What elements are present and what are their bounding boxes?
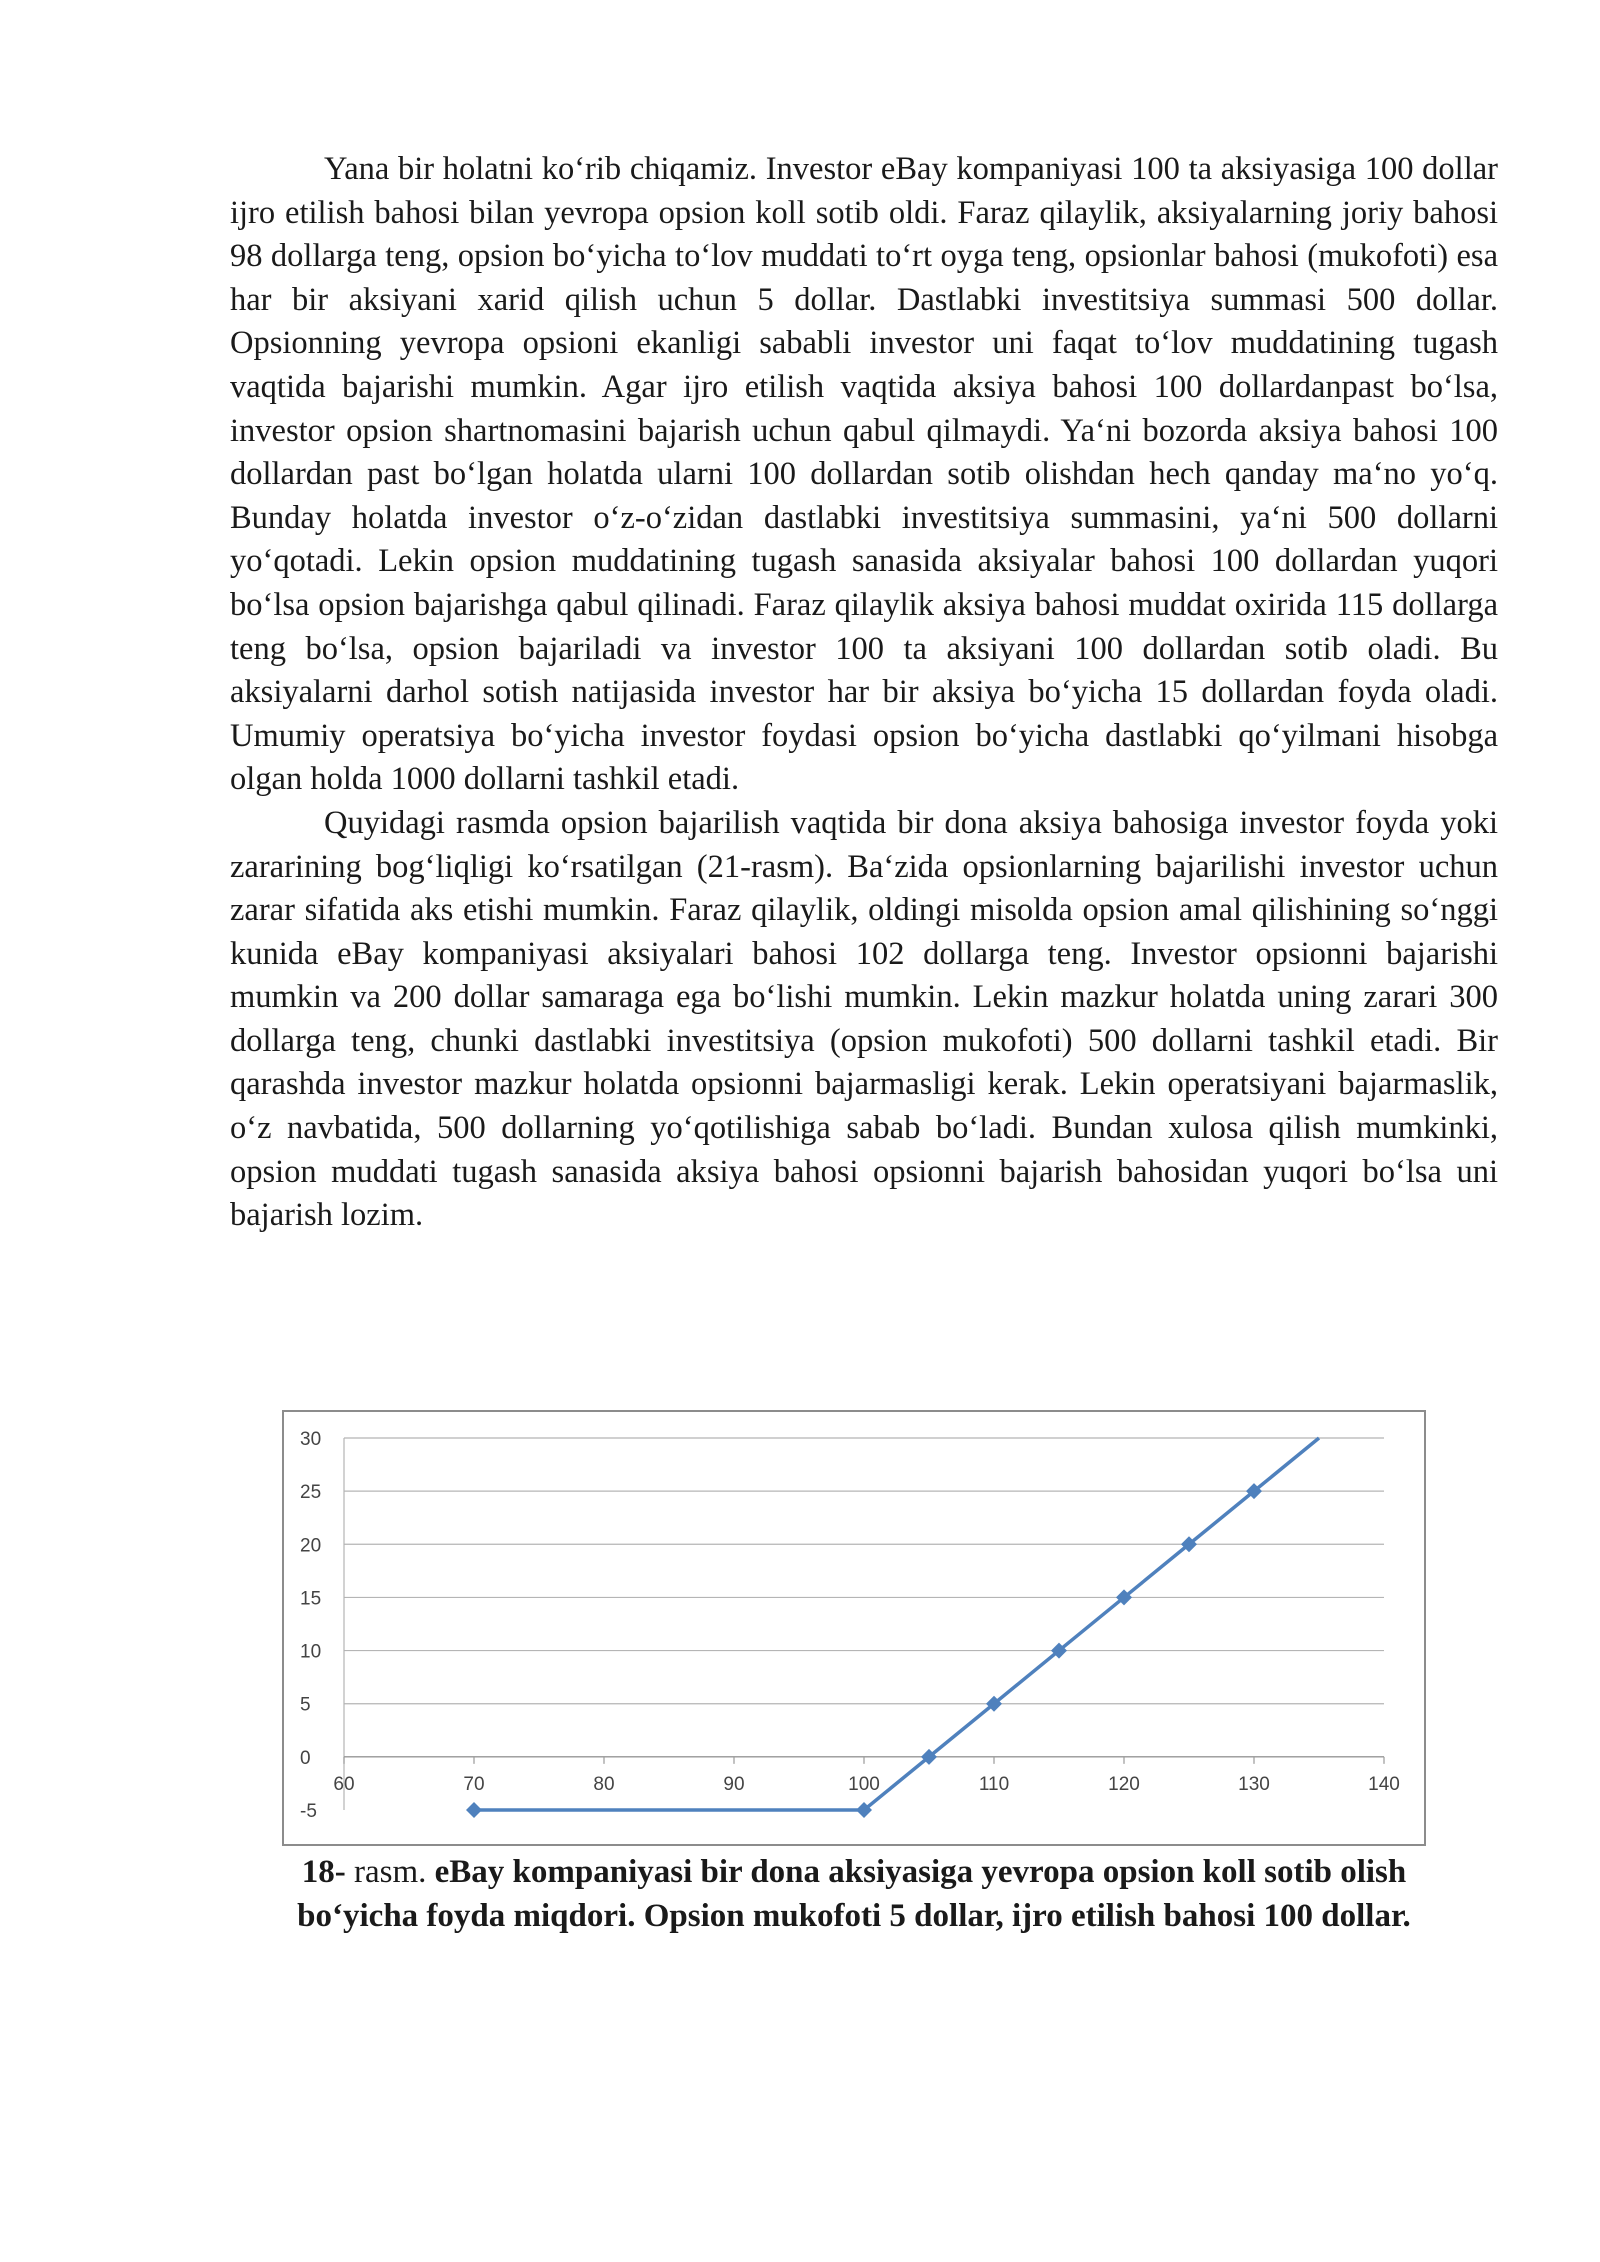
caption-text: eBay kompaniyasi bir dona aksiyasiga yevropa opsion koll sotib olish bo‘yicha foyda miqdori. Opsion mukofoti 5 dollar, ijro etilish bahosi 100 dollar. [297, 1854, 1411, 1934]
figure-caption [270, 1850, 1438, 1938]
x-tick-label: 100 [848, 1773, 880, 1795]
x-tick-label: 140 [1368, 1773, 1400, 1795]
data-point-marker [466, 1802, 482, 1818]
y-tick-label: 30 [300, 1429, 322, 1450]
caption-rasm: rasm. [345, 1854, 435, 1890]
y-tick-label: 0 [300, 1747, 311, 1769]
body-text [230, 148, 1498, 1238]
x-tick-label: 90 [723, 1773, 745, 1795]
series-line [474, 1438, 1319, 1810]
profit-chart [284, 1412, 1428, 1848]
x-tick-label: 120 [1108, 1773, 1140, 1795]
y-tick-label: 25 [300, 1482, 322, 1504]
y-tick-label: 15 [300, 1588, 322, 1610]
y-tick-label: -5 [300, 1801, 317, 1822]
caption-number: 18- [301, 1854, 346, 1890]
x-tick-label: 110 [978, 1773, 1010, 1795]
x-tick-label: 80 [593, 1773, 615, 1795]
x-tick-label: 70 [463, 1773, 485, 1795]
y-tick-label: 20 [300, 1535, 322, 1557]
y-tick-label: 10 [300, 1641, 322, 1663]
paragraph-2: Quyidagi rasmda opsion bajarilish vaqtida bir dona aksiya bahosiga investor foyda yoki zararining bog‘liqligi ko‘rsatilgan (21-rasm). Ba‘zida opsionlarning bajarilishi investor uchun zarar sifatida aks etishi mumkin. Faraz qilaylik, oldingi misolda opsion amal qilishining so‘nggi kunida eBay kompaniyasi aksiyalari bahosi 102 dollarga teng. Investor opsionni bajarishi mumkin va 200 dollar samaraga ega bo‘lishi mumkin. Lekin mazkur holatda uning zarari 300 dollarga teng, chunki dastlabki investitsiya (opsion mukofoti) 500 dollarni tashkil etadi. Bir qarashda investor mazkur holatda opsionni bajarmasligi kerak. Lekin operatsiyani bajarmaslik, o‘z navbatida, 500 dollarning yo‘qotilishiga sabab bo‘ladi. Bundan xulosa qilish mumkinki, opsion muddati tugash sanasida aksiya bahosi opsionni bajarish bahosidan yuqori bo‘lsa uni bajarish lozim. [230, 804, 1498, 1234]
paragraph-1: Yana bir holatni ko‘rib chiqamiz. Investor eBay kompaniyasi 100 ta aksiyasiga 100 dollar ijro etilish bahosi bilan yevropa opsion koll sotib oldi. Faraz qilaylik, aksiyalarning joriy bahosi 98 dollarga teng, opsion bo‘yicha to‘lov muddati to‘rt oyga teng, opsionlar bahosi (mukofoti) esa har bir aksiyani xarid qilish uchun 5 dollar. Dastlabki investitsiya summasi 500 dollar. Opsionning yevropa opsioni ekanligi sababli investor uni faqat to‘lov muddatining tugash vaqtida bajarishi mumkin. Agar ijro etilish vaqtida aksiya bahosi 100 dollardanpast bo‘lsa, investor opsion shartnomasini bajarish uchun qabul qilmaydi. Ya‘ni bozorda aksiya bahosi 100 dollardan past bo‘lgan holatda ularni 100 dollardan sotib olishdan hech qanday ma‘no yo‘q. Bunday holatda investor o‘z-o‘zidan dastlabki investitsiya summasini, ya‘ni 500 dollarni yo‘qotadi. Lekin opsion muddatining tugash sanasida aksiyalar bahosi 100 dollardan yuqori bo‘lsa opsion bajarishga qabul qilinadi. Faraz qilaylik aksiya bahosi muddat oxirida 115 dollarga teng bo‘lsa, opsion bajariladi va investor 100 ta aksiyani 100 dollardan sotib oladi. Bu aksiyalarni darhol sotish natijasida investor har bir aksiya bo‘yicha 15 dollardan foyda oladi. Umumiy operatsiya bo‘yicha investor foydasi opsion bo‘yicha dastlabki qo‘yilmani hisobga olgan holda 1000 dollarni tashkil etadi. [230, 151, 1498, 798]
x-tick-label: 130 [1238, 1773, 1270, 1795]
chart-frame [282, 1410, 1426, 1846]
x-tick-label: 60 [333, 1773, 355, 1795]
y-tick-label: 5 [300, 1694, 311, 1716]
